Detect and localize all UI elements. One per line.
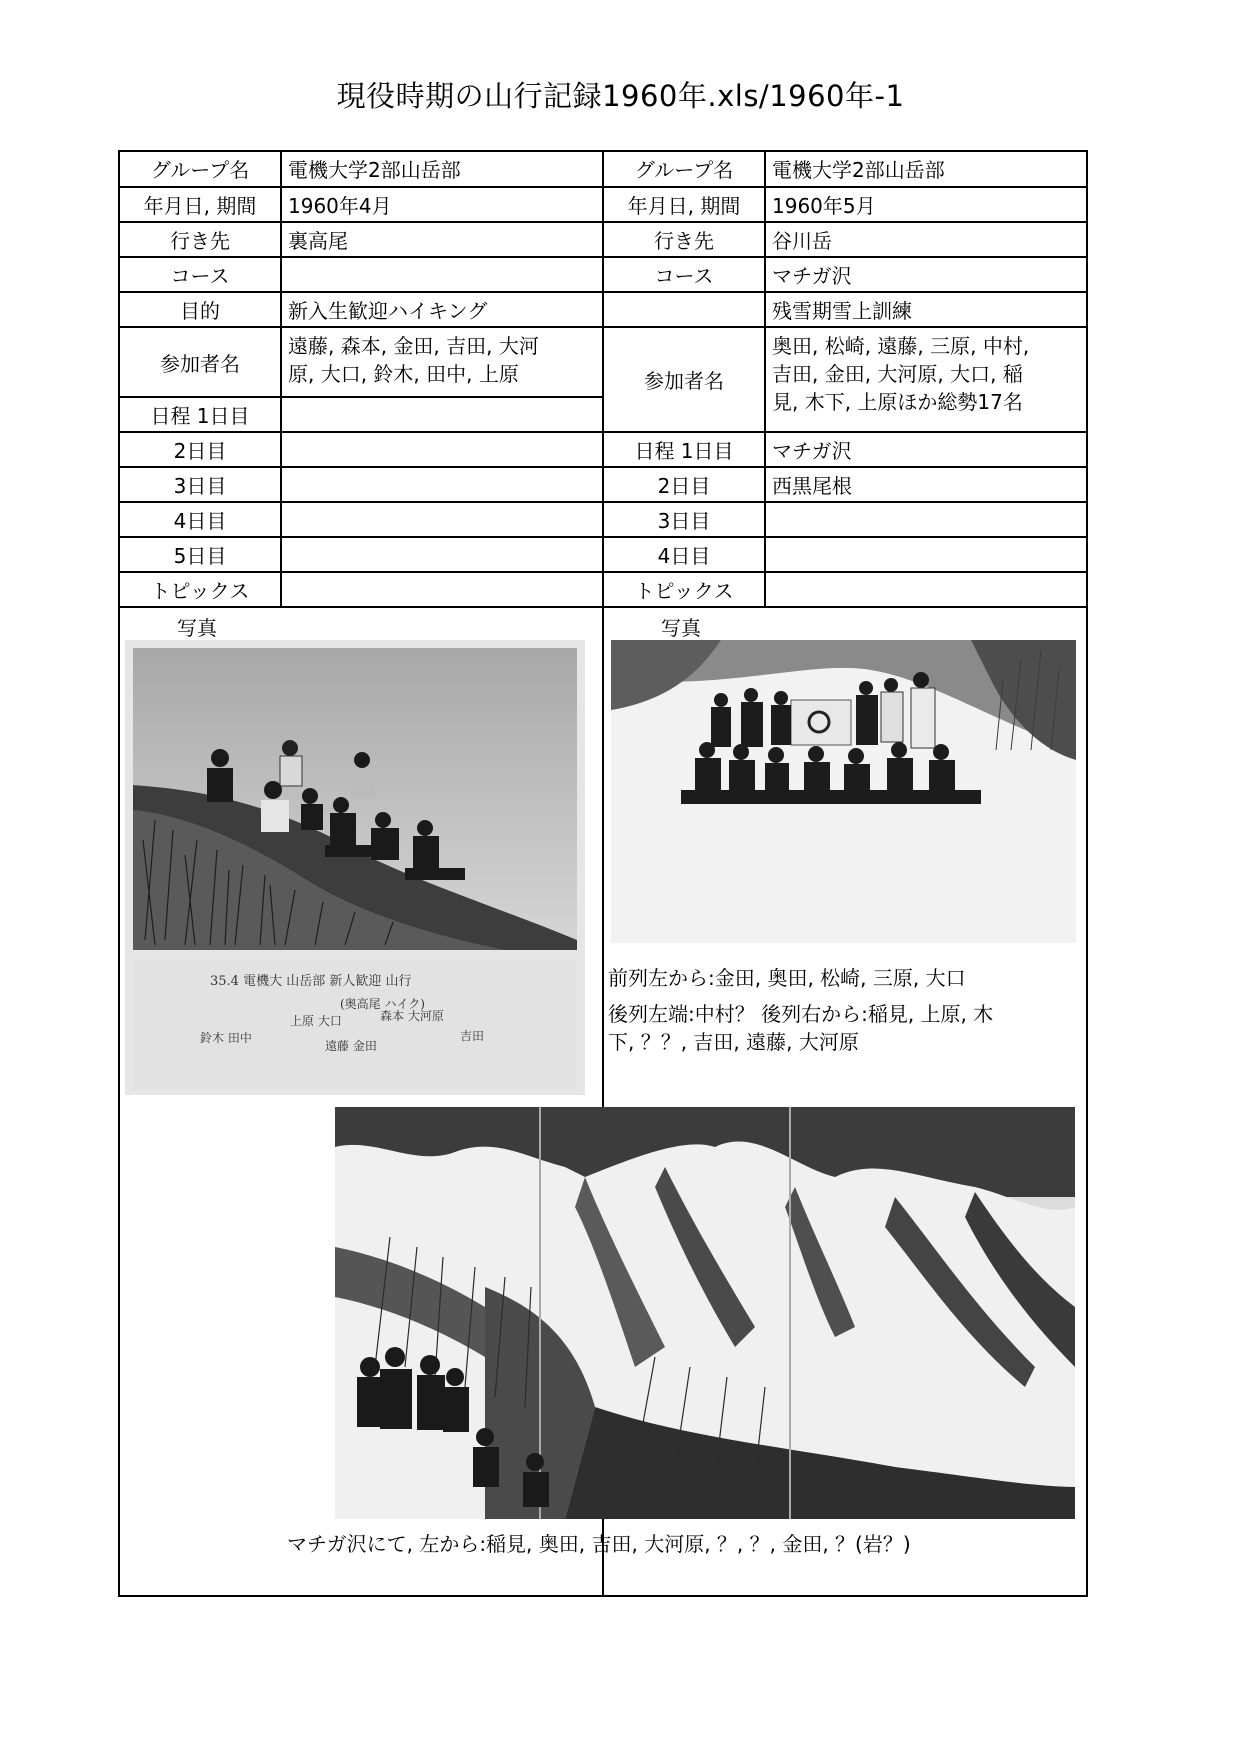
right-label-day3: 3日目 (657, 509, 711, 533)
right-value-purpose: 残雪期雪上訓練 (772, 299, 912, 323)
right-value-day3 (766, 503, 1086, 536)
right-label-course: コース (654, 264, 714, 288)
right-label-group: グループ名 (634, 158, 734, 182)
right-label-day1: 日程 1日目 (634, 439, 734, 463)
left-label-group: グループ名 (150, 158, 250, 182)
svg-text:吉田: 吉田 (460, 1029, 485, 1043)
right-label-purpose (604, 293, 764, 326)
snow-training-group-photo (611, 640, 1076, 943)
right-label-destination: 行き先 (654, 229, 714, 253)
right-value-topics (766, 573, 1086, 606)
left-value-day4 (282, 503, 602, 536)
right-photo-caption-front-row: 前列左から:金田, 奥田, 松崎, 三原, 大口 (608, 966, 966, 990)
machigasawa-panorama-photo (335, 1107, 1075, 1519)
right-value-day2: 西黒尾根 (772, 474, 852, 498)
left-label-day2: 2日目 (173, 439, 227, 463)
svg-text:上原 大口: 上原 大口 (290, 1014, 342, 1028)
right-value-destination: 谷川岳 (772, 229, 832, 253)
right-value-participants: 奥田, 松崎, 遠藤, 三原, 中村, 吉田, 金田, 大河原, 大口, 稲 見, 木下, 上原ほか総勢17名 (772, 334, 1030, 414)
left-label-destination: 行き先 (170, 229, 230, 253)
page-title: 現役時期の山行記録1960年.xls/1960年-1 (336, 79, 905, 113)
left-value-participants: 遠藤, 森本, 金田, 吉田, 大河 原, 大口, 鈴木, 田中, 上原 (288, 334, 539, 386)
left-label-day1: 日程 1日目 (150, 404, 250, 428)
right-photo-label: 写真 (661, 616, 701, 640)
left-row-line (118, 606, 603, 608)
left-label-day5: 5日目 (173, 544, 227, 568)
left-value-day5 (282, 538, 602, 571)
right-label-topics: トピックス (634, 579, 734, 603)
left-value-group: 電機大学2部山岳部 (288, 158, 461, 182)
right-value-date: 1960年5月 (772, 194, 876, 218)
left-label-date: 年月日, 期間 (143, 194, 257, 218)
svg-text:(奥高尾 ハイク): (奥高尾 ハイク) (340, 997, 425, 1011)
svg-text:鈴木 田中: 鈴木 田中 (200, 1031, 252, 1045)
left-value-day1 (282, 398, 602, 431)
svg-text:森本 大河原: 森本 大河原 (380, 1009, 444, 1023)
right-value-day4 (766, 538, 1086, 571)
left-label-day4: 4日目 (173, 509, 227, 533)
left-value-day2 (282, 433, 602, 466)
left-label-topics: トピックス (150, 579, 250, 603)
svg-text:遠藤 金田: 遠藤 金田 (325, 1039, 377, 1053)
right-label-day2: 2日目 (657, 474, 711, 498)
hiking-group-photo (125, 640, 585, 1095)
right-row-line (602, 606, 1088, 608)
left-value-topics (282, 573, 602, 606)
right-label-day4: 4日目 (657, 544, 711, 568)
right-value-group: 電機大学2部山岳部 (772, 158, 945, 182)
left-photo-label: 写真 (177, 616, 217, 640)
right-photo-caption-back-row: 後列左端:中村？ 後列右から:稲見, 上原, 木 下, ？？, 吉田, 遠藤, 大河原 (608, 1002, 994, 1054)
left-value-day3 (282, 468, 602, 501)
right-value-course: マチガ沢 (772, 264, 852, 288)
right-label-date: 年月日, 期間 (627, 194, 741, 218)
left-value-course (282, 258, 602, 291)
left-label-participants: 参加者名 (160, 351, 240, 376)
left-value-purpose: 新入生歓迎ハイキング (288, 299, 488, 323)
left-label-day3: 3日目 (173, 474, 227, 498)
left-value-destination: 裏高尾 (288, 229, 348, 253)
left-value-date: 1960年4月 (288, 194, 392, 218)
panorama-caption: マチガ沢にて, 左から:稲見, 奥田, 吉田, 大河原, ？, ？, 金田, ？(岩？) (287, 1532, 911, 1556)
svg-text:35.4 電機大 山岳部 新人歓迎 山行: 35.4 電機大 山岳部 新人歓迎 山行 (210, 974, 412, 989)
left-label-course: コース (170, 264, 230, 288)
right-label-participants: 参加者名 (644, 369, 724, 393)
left-label-purpose: 目的 (180, 299, 220, 323)
right-value-day1: マチガ沢 (772, 439, 852, 463)
